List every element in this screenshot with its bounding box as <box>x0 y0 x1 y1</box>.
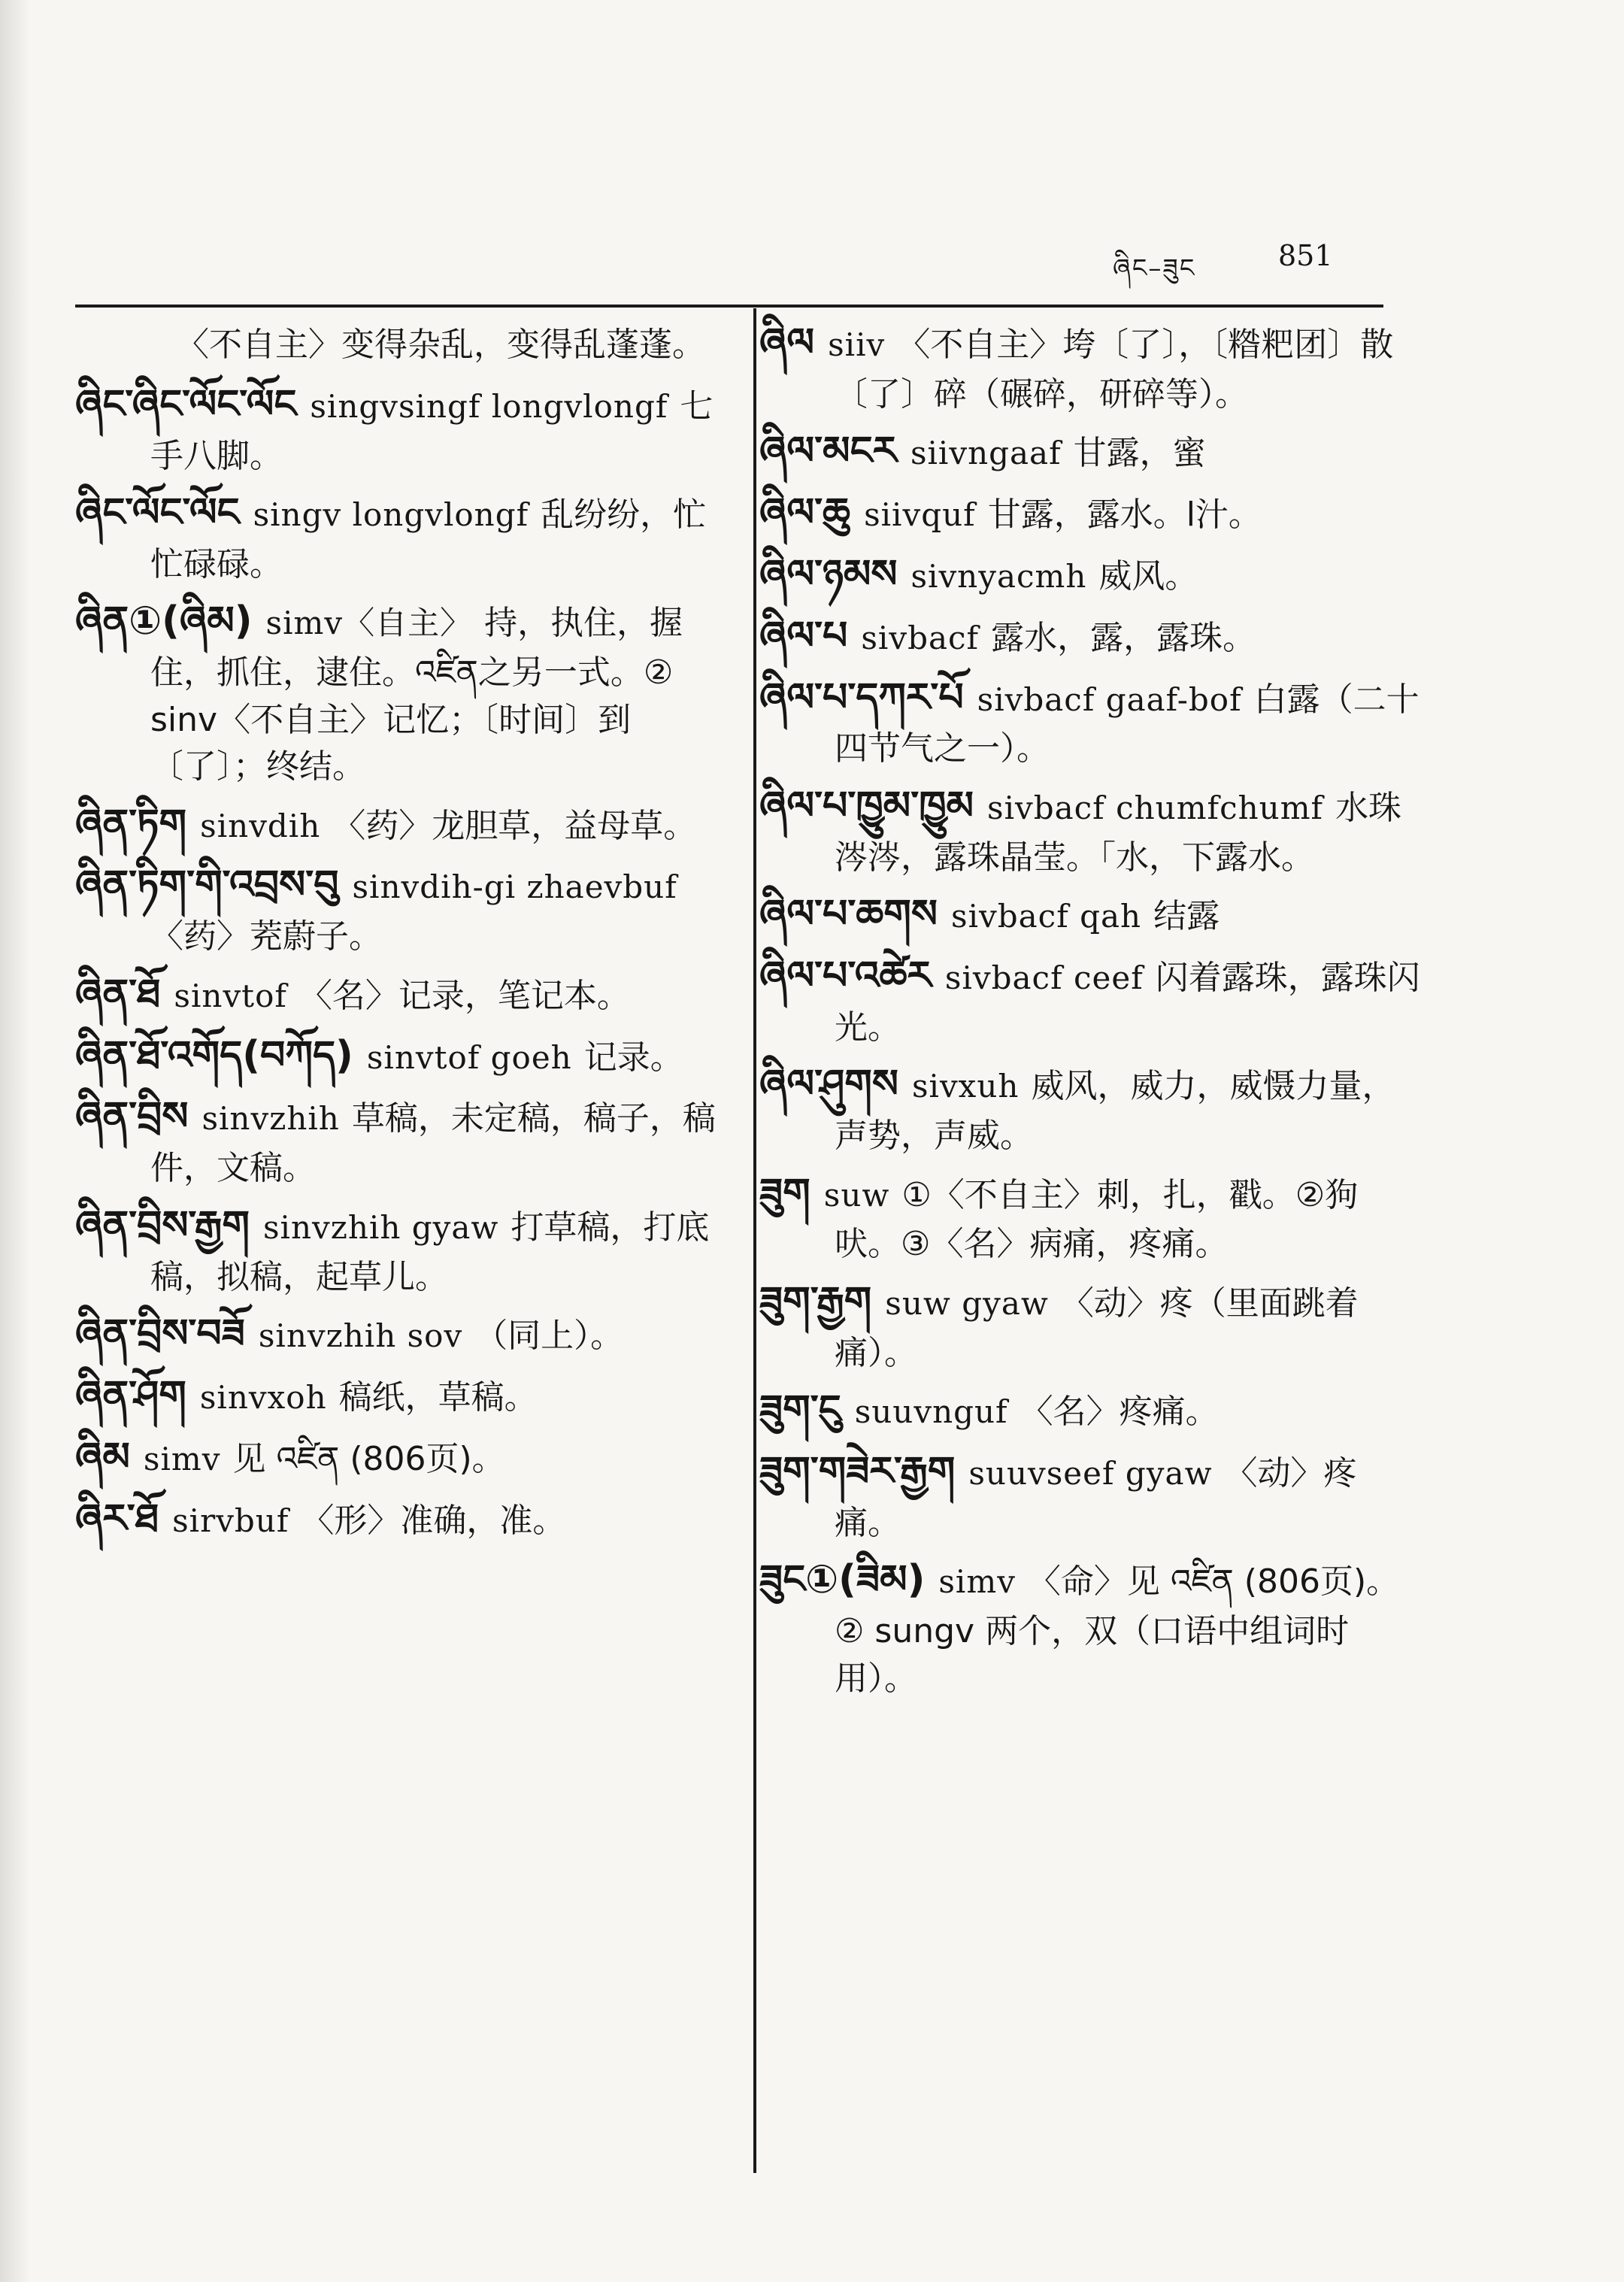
entry-headword: ཞིལ་ཉམས <box>759 551 898 597</box>
entry-headword: ཞིལ་ཆུ <box>759 490 851 536</box>
entry-definition: 〈动〉疼痛。 <box>835 1454 1357 1542</box>
entry-romanization: suuvseef gyaw <box>968 1455 1213 1493</box>
dictionary-entry <box>75 1492 729 1547</box>
entry-romanization: simv <box>143 1440 221 1477</box>
entry-romanization: sinvxoh <box>199 1378 327 1416</box>
dictionary-entry <box>759 949 1421 1051</box>
entry-headword: ཞིན་ཐོ་འགོད(བཀོད) <box>75 1032 353 1078</box>
header-rule <box>75 305 1383 308</box>
dictionary-entry <box>759 547 1421 603</box>
dictionary-entry <box>75 1368 729 1424</box>
entry-romanization: sivbacf <box>861 619 980 656</box>
entry-romanization: siivquf <box>864 496 976 534</box>
entry-definition: 结露 <box>1153 897 1220 936</box>
entry-headword: ཞིལ་པ་དཀར་པོ <box>759 674 964 720</box>
entry-definition: 甘露，露水。l汁。 <box>987 495 1262 535</box>
dictionary-entry <box>75 858 729 960</box>
entry-definition: 草稿，未定稿，稿子，稿件，文稿。 <box>150 1099 716 1188</box>
entry-headword: ཞིན་ཏིག་གི་འབྲས་བུ <box>75 862 339 908</box>
entry-headword: ཟུང①(ཟིམ) <box>759 1557 926 1603</box>
dictionary-entry <box>75 967 729 1023</box>
entry-definition: 稿纸，草稿。 <box>338 1377 538 1417</box>
dictionary-entry <box>759 671 1421 773</box>
entry-headword: ཞིལ་པ <box>759 613 848 659</box>
entry-headword: ཞིལ་པ་ཁྱུམ་ཁྱུམ <box>759 783 974 829</box>
entry-headword: ཞིན་བྲིས <box>75 1094 189 1140</box>
entry-definition: （同上）。 <box>474 1317 624 1356</box>
dictionary-entry <box>75 377 729 480</box>
entry-romanization: suw gyaw <box>885 1284 1049 1322</box>
entry-definition: 闪着露珠，露珠闪光。 <box>835 959 1420 1047</box>
entry-definition: 水珠涔涔，露珠晶莹。「水，下露水。 <box>835 788 1402 877</box>
entry-definition: 持，执住，握住，抓住，逮住。འཛིན之另一式。② sinv〈不自主〉记忆；〔时间〕到〔了〕；终结。 <box>150 604 683 786</box>
entry-headword: ཞིན①(ཞིམ) <box>75 599 253 644</box>
entry-romanization: suuvnguf <box>854 1393 1008 1431</box>
entry-romanization: sivnyacmh <box>910 557 1087 595</box>
dictionary-entry <box>75 1029 729 1084</box>
entry-romanization: sinvdih-gi zhaevbuf <box>352 868 677 906</box>
entry-romanization: sinvtof <box>174 977 287 1014</box>
entry-definition: 白露（二十四节气之一）。 <box>835 680 1419 768</box>
dictionary-entry <box>759 1057 1421 1159</box>
entry-romanization: siivngaaf <box>910 435 1062 472</box>
entry-romanization: sinvzhih sov <box>258 1317 463 1355</box>
dictionary-entry <box>75 316 729 371</box>
entry-definition: 〈动〉疼（里面跳着痛）。 <box>835 1283 1359 1372</box>
entry-definition: 〈名〉疼痛。 <box>1020 1393 1219 1432</box>
entry-definition: 甘露，蜜 <box>1073 434 1206 473</box>
entry-romanization: siiv <box>828 326 886 363</box>
entry-definition: 威风，威力，威慑力量，声势，声威。 <box>835 1067 1395 1156</box>
entry-romanization: singv longvlongf <box>253 496 529 534</box>
dictionary-entry <box>759 887 1421 943</box>
right-column <box>759 316 1421 1708</box>
dictionary-entry <box>75 594 729 790</box>
entry-headword: ཞིང་ཞིང་ལོང་ལོང <box>75 381 297 427</box>
entry-romanization: sivbacf chumfchumf <box>987 789 1324 826</box>
dictionary-entry <box>75 1199 729 1301</box>
entry-headword: ཞིལ་ཤུགས <box>759 1062 898 1108</box>
dictionary-entry <box>759 1383 1421 1438</box>
entry-headword: ཞིལ་པ་འཚེར <box>759 953 932 999</box>
entry-headword: ཟུག་རྒྱག <box>759 1278 872 1324</box>
entry-definition: 打草稿，打底稿，拟稿，起草儿。 <box>150 1208 710 1296</box>
entry-headword: ཟུག <box>759 1170 810 1216</box>
entry-romanization: sivbacf ceef <box>944 959 1144 997</box>
entry-headword: ཞིམ <box>75 1434 130 1480</box>
entry-romanization: sinvtof goeh <box>366 1038 572 1076</box>
entry-romanization: sinvzhih gyaw <box>262 1208 499 1246</box>
entry-romanization: sivbacf gaaf-bof <box>977 680 1242 718</box>
dictionary-entry <box>759 609 1421 665</box>
entry-headword: ཟུག་ངུ <box>759 1387 841 1433</box>
entry-definition: 见 འཛིན (806页)。 <box>232 1439 505 1478</box>
entry-definition: ①〈不自主〉刺，扎，戳。②狗吠。③〈名〉病痛，疼痛。 <box>835 1175 1359 1264</box>
dictionary-entry <box>75 1430 729 1486</box>
dictionary-entry <box>759 1274 1421 1377</box>
entry-headword: ཞིང་ལོང་ལོང <box>75 490 240 536</box>
entry-definition: 〈药〉茺蔚子。 <box>150 917 382 956</box>
entry-romanization: simv <box>938 1563 1016 1601</box>
entry-romanization: suw <box>823 1176 890 1214</box>
dictionary-entry <box>75 1307 729 1362</box>
entry-romanization: sinvzhih <box>201 1100 340 1138</box>
entry-definition: 露水，露，露珠。 <box>991 618 1256 657</box>
entry-headword: ཞིལ <box>759 320 815 365</box>
page-header <box>0 0 1624 316</box>
entry-definition: 〈药〉龙胆草，益母草。 <box>332 806 697 845</box>
header-entry-range: ཞིང–ཟུང <box>1113 253 1196 283</box>
entry-definition: 记录。 <box>583 1038 683 1077</box>
dictionary-entry <box>759 316 1421 418</box>
entry-headword: ཞིན་ཏིག <box>75 801 187 847</box>
dictionary-entry <box>759 486 1421 541</box>
entry-definition: 〈名〉记录，笔记本。 <box>298 976 630 1015</box>
entry-romanization: sivbacf qah <box>951 898 1142 935</box>
entry-headword: ཞིན་ཤོག <box>75 1372 186 1418</box>
dictionary-entry <box>759 424 1421 480</box>
dictionary-entry <box>759 1444 1421 1547</box>
entry-headword: ཞིལ་པ་ཆགས <box>759 892 938 938</box>
dictionary-entry <box>759 1166 1421 1268</box>
entry-romanization: simv〈自主〉 <box>265 605 473 642</box>
dictionary-entry <box>75 797 729 853</box>
dictionary-entry <box>759 1553 1421 1702</box>
dictionary-entry <box>75 1089 729 1192</box>
entry-definition: 乱纷纷，忙忙碌碌。 <box>150 495 707 583</box>
entry-headword: ཞིན་བྲིས་རྒྱག <box>75 1202 250 1248</box>
entry-headword: ཞིར་ཐོ <box>75 1496 159 1541</box>
entry-definition: 〈不自主〉垮〔了〕，〔糌粑团〕散〔了〕碎（碾碎，研碎等）。 <box>835 326 1394 414</box>
entry-definition: 〈形〉准确，准。 <box>301 1501 566 1540</box>
entry-definition: 威风。 <box>1098 556 1198 596</box>
entry-definition: 〈不自主〉变得杂乱，变得乱蓬蓬。 <box>176 326 705 364</box>
page-number: 851 <box>1278 239 1333 272</box>
entry-headword: ཞིན་ཐོ <box>75 971 161 1017</box>
entry-romanization: sirvbuf <box>172 1502 289 1539</box>
dictionary-entry <box>759 779 1421 881</box>
entry-definition: 〈命〉见 འཛིན (806页)。② sungv 两个，双（口语中组词时用）。 <box>835 1562 1400 1698</box>
entry-headword: ཞིལ་མངར <box>759 429 897 474</box>
entry-romanization: sivxuh <box>911 1068 1020 1105</box>
scan-edge-shadow <box>0 0 30 2282</box>
left-column <box>75 316 729 1553</box>
column-divider <box>753 308 756 2173</box>
entry-headword: ཞིན་བྲིས་བཟོ <box>75 1311 245 1357</box>
dictionary-entry <box>75 486 729 588</box>
entry-headword: ཟུག་གཟེར་རྒྱག <box>759 1449 956 1495</box>
entry-romanization: sinvdih <box>200 807 321 844</box>
entry-romanization: singvsingf longvlongf <box>310 387 668 425</box>
entry-definition: 七手八脚。 <box>150 386 714 475</box>
